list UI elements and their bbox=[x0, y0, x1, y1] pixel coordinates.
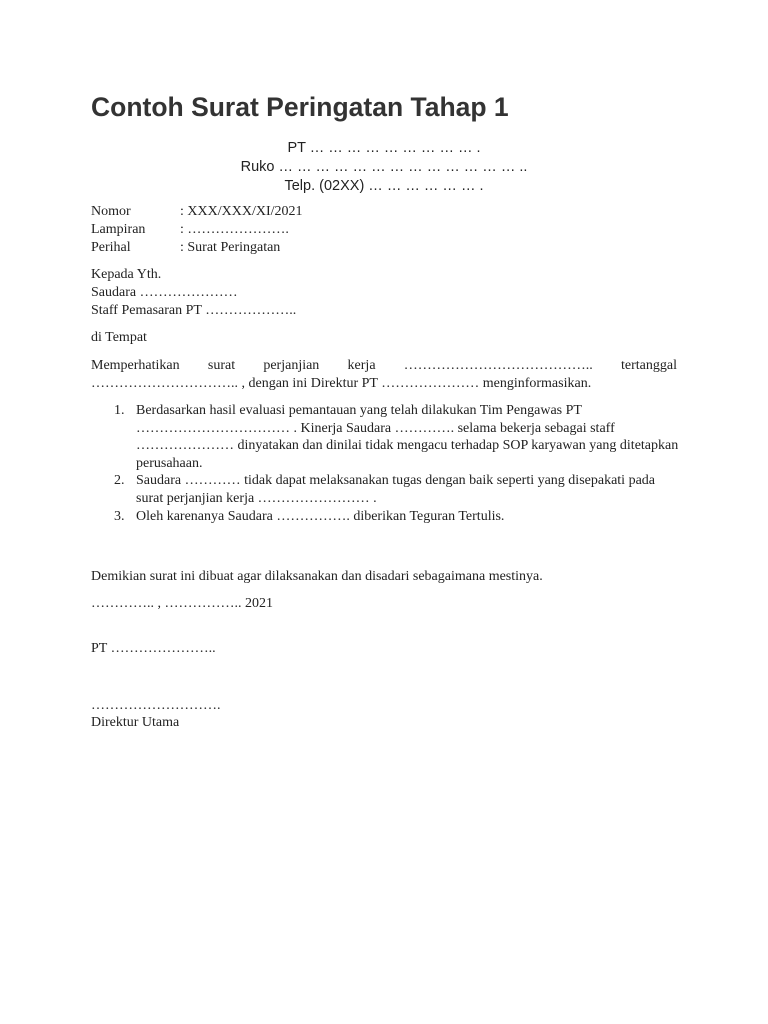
letterhead bbox=[180, 139, 588, 196]
closing-sentence: Demikian surat ini dibuat agar dilaksanakan dan disadari sebagaimana mestinya. bbox=[91, 569, 543, 584]
list-number: 2. bbox=[114, 473, 125, 489]
meta-key: Nomor bbox=[91, 204, 131, 219]
intro-paragraph: Memperhatikan surat perjanjian kerja ………………………………….. tertanggal ………………………….. , dengan ini Direktur PT ………………… menginformasikan. bbox=[91, 358, 677, 391]
date-line: ………….. , …………….. 2021 bbox=[91, 596, 273, 611]
company-line: PT ………………….. bbox=[91, 641, 216, 656]
recipient-place: di Tempat bbox=[91, 330, 147, 345]
recipient-block bbox=[91, 266, 296, 320]
letterhead-company: PT … … … … … … … … … . bbox=[287, 140, 481, 156]
meta-value: : …………………. bbox=[180, 222, 289, 237]
meta-row-perihal bbox=[91, 239, 303, 257]
letterhead-address: Ruko … … … … … … … … … … … … … .. bbox=[240, 159, 528, 175]
list-number: 1. bbox=[114, 403, 125, 418]
list-item bbox=[91, 472, 691, 507]
page-title: Contoh Surat Peringatan Tahap 1 bbox=[91, 92, 509, 122]
recipient-name: Saudara ………………… bbox=[91, 285, 238, 300]
meta-value: : Surat Peringatan bbox=[180, 240, 281, 255]
recipient-position: Staff Pemasaran PT ……………….. bbox=[91, 303, 297, 318]
points-list bbox=[91, 402, 691, 525]
signatory-title: Direktur Utama bbox=[91, 715, 180, 730]
list-number: 3. bbox=[114, 508, 125, 524]
list-item bbox=[91, 402, 691, 472]
list-item-text: Saudara ………… tidak dapat melaksanakan tugas dengan baik seperti yang disepakati pada surat perjanjian kerja …………………… . bbox=[136, 473, 655, 506]
list-item-text: Berdasarkan hasil evaluasi pemantauan yang telah dilakukan Tim Pengawas PT …………………………… . Kinerja Saudara …………. selama bekerja sebagai staff ………………… dinyatakan dan dinilai tidak mengacu terhadap SOP karyawan yang ditetapkan perusahaan. bbox=[136, 403, 679, 471]
list-item bbox=[91, 508, 691, 526]
letterhead-phone: Telp. (02XX) … … … … … … . bbox=[284, 178, 484, 194]
recipient-greeting: Kepada Yth. bbox=[91, 267, 162, 282]
meta-row-nomor bbox=[91, 203, 303, 221]
meta-key: Lampiran bbox=[91, 222, 146, 237]
meta-row-lampiran bbox=[91, 221, 303, 239]
signature-line: ………………………. bbox=[91, 698, 221, 713]
letter-meta bbox=[91, 203, 303, 257]
meta-value: : XXX/XXX/XI/2021 bbox=[180, 204, 303, 219]
list-item-text: Oleh karenanya Saudara ……………. diberikan Teguran Tertulis. bbox=[136, 508, 505, 524]
meta-key: Perihal bbox=[91, 240, 131, 255]
